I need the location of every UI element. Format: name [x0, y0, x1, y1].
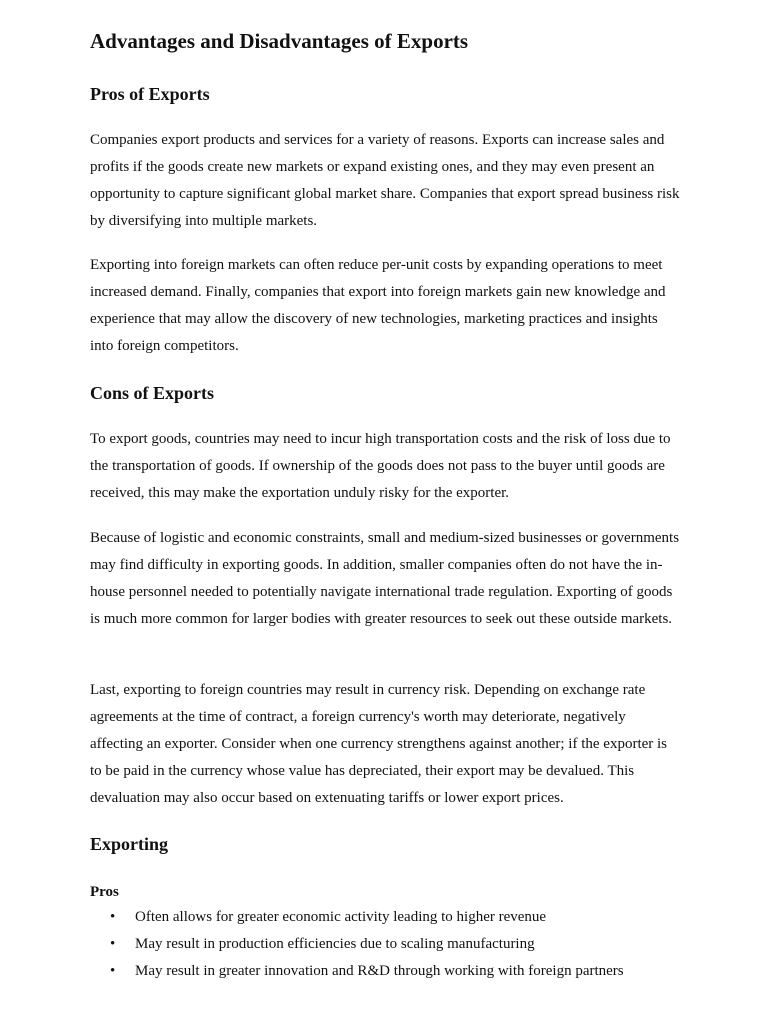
- list-item-text: Often allows for greater economic activity leading to higher revenue: [135, 909, 547, 925]
- list-item: [90, 904, 690, 931]
- bullet-icon: •: [110, 936, 116, 952]
- pros-paragraph-2: Exporting into foreign markets can often reduce per-unit costs by expanding operations to meet increased demand. Finally, companies that export into foreign markets gain new knowledge and experience that may allow the discovery of new technologies, marketing practices and insights into foreign competitors.: [90, 257, 666, 354]
- cons-paragraph-2: Because of logistic and economic constraints, small and medium-sized businesses or governments may find difficulty in exporting goods. In addition, smaller companies often do not have the in-house personnel needed to potentially navigate international trade regulation. Exporting of goods is much more common for larger bodies with greater resources to seek out these outside markets.: [90, 530, 680, 627]
- list-item-text: May result in production efficiencies due to scaling manufacturing: [135, 936, 535, 952]
- cons-paragraph-1: To export goods, countries may need to incur high transportation costs and the risk of loss due to the transportation of goods. If ownership of the goods does not pass to the buyer until goods are received, this may make the exportation unduly risky for the exporter.: [90, 431, 671, 501]
- list-item: [90, 958, 690, 985]
- page-title: Advantages and Disadvantages of Exports: [90, 29, 469, 53]
- pros-subheading: Pros: [90, 884, 119, 900]
- bullet-icon: •: [110, 963, 116, 979]
- pros-list: [90, 904, 690, 985]
- cons-paragraph-3: Last, exporting to foreign countries may result in currency risk. Depending on exchange rate agreements at the time of contract, a foreign currency's worth may deteriorate, negatively affecting an exporter. Consider when one currency strengthens against another; if the exporter is to be paid in the currency whose value has depreciated, their export may be devalued. This devaluation may also occur based on extenuating tariffs or lower export prices.: [90, 682, 668, 806]
- bullet-icon: •: [110, 909, 116, 925]
- pros-heading: Pros of Exports: [90, 84, 210, 104]
- pros-paragraph-1: Companies export products and services for a variety of reasons. Exports can increase sales and profits if the goods create new markets or expand existing ones, and they may even present an opportunity to capture significant global market share. Companies that export spread business risk by diversifying into multiple markets.: [90, 132, 680, 229]
- cons-heading: Cons of Exports: [90, 383, 215, 403]
- list-item-text: May result in greater innovation and R&D through working with foreign partners: [135, 963, 624, 979]
- list-item: [90, 931, 690, 958]
- exporting-heading: Exporting: [90, 834, 169, 854]
